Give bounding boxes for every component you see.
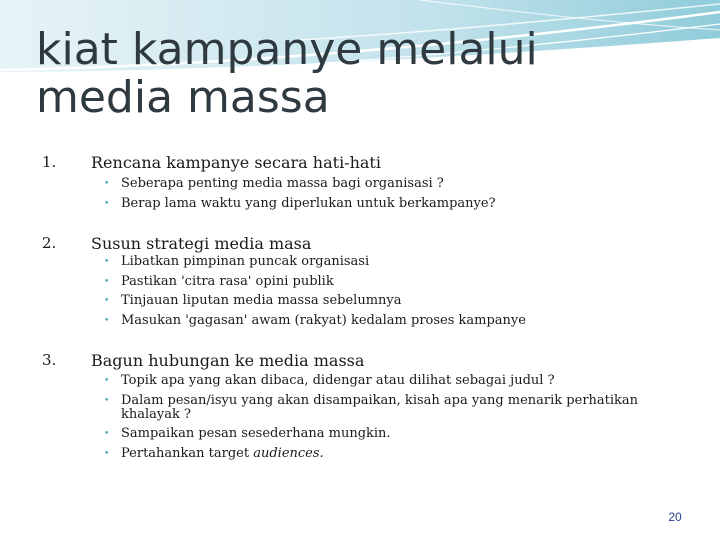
list-item [104,374,664,388]
bullet-list [104,374,664,466]
bullet-list [104,177,664,216]
bullet-text: Dalam pesan/isyu yang akan disampaikan, kisah apa yang menarik perhatikan khalayak ? [121,392,639,422]
bullet-text-italic: audiences. [253,445,324,461]
section-number: 2. [42,234,57,252]
bullet-icon: • [104,198,110,209]
list-item [104,314,664,328]
bullet-icon: • [104,448,110,459]
slide-title: kiat kampanye melalui media massa [36,24,538,123]
bullet-text: Berap lama waktu yang diperlukan untuk berkampanye? [121,195,496,211]
list-item [104,177,664,191]
bullet-icon: • [104,276,110,287]
bullet-icon: • [104,296,110,306]
list-item [104,197,664,211]
list-item [104,427,664,441]
list-item [104,394,664,422]
bullet-icon: • [104,395,110,406]
list-item [104,255,664,269]
section-heading: Susun strategi media masa [91,234,312,253]
list-item [104,275,664,289]
list-item [104,294,664,308]
bullet-icon: • [104,315,110,326]
section-number: 3. [42,351,57,369]
bullet-text: Pertahankan target [121,445,254,461]
bullet-list [104,255,664,333]
bullet-text: Topik apa yang akan dibaca, didengar atau dilihat sebagai judul ? [121,373,555,388]
section-heading: Rencana kampanye secara hati-hati [91,153,381,172]
section-number: 1. [42,153,57,171]
bullet-text: Pastikan 'citra rasa' opini publik [121,273,334,289]
bullet-icon: • [104,429,110,439]
bullet-text: Tinjauan liputan media massa sebelumnya [121,293,402,308]
bullet-icon: • [104,179,110,189]
section-heading: Bagun hubungan ke media massa [91,351,365,370]
bullet-icon: • [104,257,110,267]
bullet-text: Libatkan pimpinan puncak organisasi [121,254,370,269]
page-number: 20 [668,510,682,524]
bullet-text: Masukan 'gagasan' awam (rakyat) kedalam proses kampanye [121,312,526,328]
bullet-text: Sampaikan pesan sesederhana mungkin. [121,426,391,441]
list-item [104,447,664,461]
bullet-text: Seberapa penting media massa bagi organisasi ? [121,176,444,191]
bullet-icon: • [104,376,110,386]
